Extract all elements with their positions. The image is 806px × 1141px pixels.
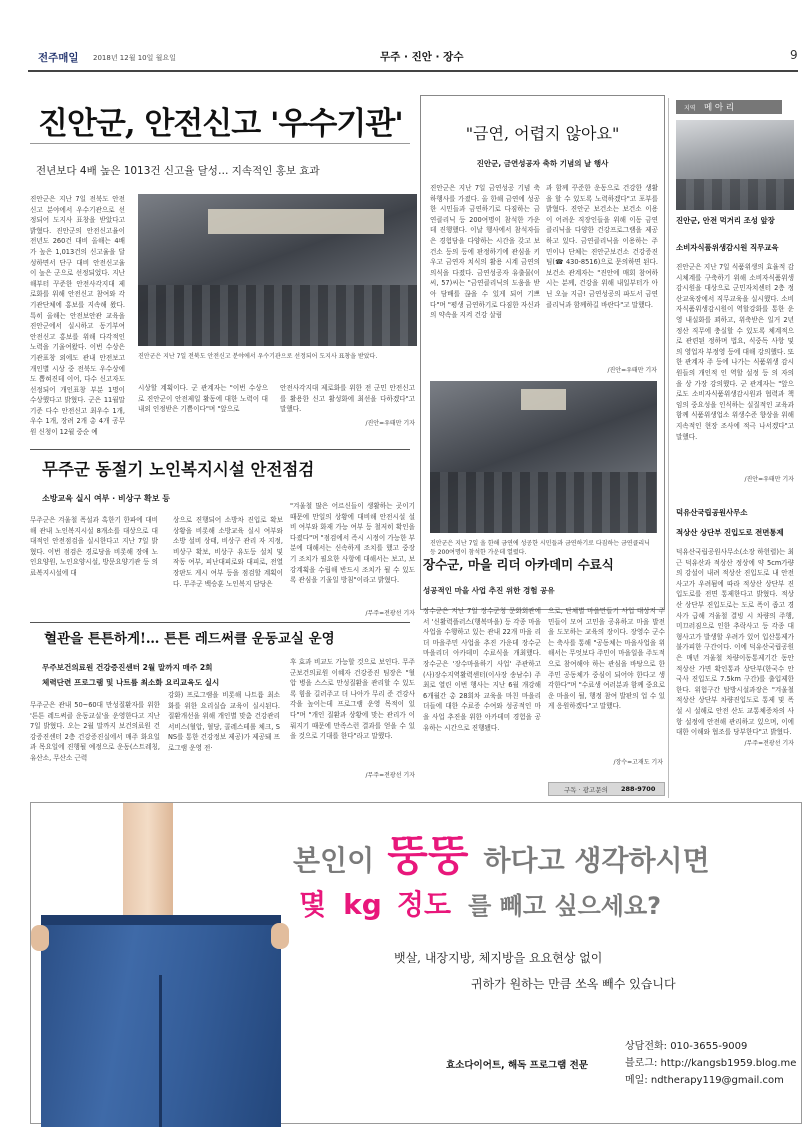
model-figure	[123, 803, 173, 923]
article-body-col3: "겨울철 많은 어르신들이 생활하는 곳이기 때문에 만일의 상황에 대비해 안전시설 설비 여부와 화재 가능 여부 등 철저히 확인을 다졌다"며 "점검에서 즉시 시정이 가능한 부분에 대해서는 신속하게 조치를 했고 중장기 조치가 필요한 사항에 대해서는 보고, 보강계획을 수립해 반드시 조치가 될 수 있도록 관심을 기울일 방침"이라고 밝혔다.	[290, 502, 415, 585]
ad-headline-line2	[299, 883, 661, 923]
photo-caption: 진안군은 지난 7일 올 한해 금연에 성공한 시민들과 금연하기로 다짐하는 금연클리닉 등 200여명이 참석한 가운데 열렸다.	[430, 540, 650, 556]
ad-line1-emphasis: 뚱뚱	[387, 831, 469, 880]
article-photo	[430, 381, 657, 533]
article-headline: "금연, 어렵지 않아요"	[465, 124, 620, 143]
article-headline: 진안군, 안전신고 '우수기관'	[38, 106, 403, 142]
ad-line1-pre: 본인이	[293, 844, 375, 877]
article-byline: /진안=우태만 기자	[607, 367, 657, 374]
article-body-col1: 진안군은 지난 7일 금연성공 기념 축하행사를 가졌다. 올 한해 금연에 성공한 시민들과 금연하기로 다짐하는 금연클리닉 등 200여명이 참석한 가운데 진행했다. 이날 행사에서 참석자들은 경험담을 다양하는 시간을 갖고 보건소 등의 등에 판정하기에 관심을 키우고 금연자 치식의 활용 시계 금연의 의식을 다졌다. 금연성공자 유출물(이씨, 57)씨는 "금연클리닉의 도움을 받아 담배를 끊을 수 있게 되어 기쁘다"며 "평생 금연하기로 다짐한 자신과의 약속을 지켜 건강 살림	[430, 184, 540, 320]
column-tag: 지역	[684, 105, 696, 112]
article-photo	[138, 194, 417, 346]
subscription-label: 구독 · 광고문의	[564, 786, 608, 794]
subscription-box	[548, 782, 665, 796]
headline-rule	[30, 143, 410, 144]
article-body-col1: 진안군은 지난 7일 전북도 안전신고 분야에서 우수기관으로 선정되어 도지사 표창을 받았다고 밝혔다. 진안군의 안전신고율이 전년도 260건 대비 올해는 4배가 높은 1,013건의 신고율을 달성하면서 단구 대비 안전신고율이 높은 군으로 선정되었다. 지난해부터 꾸준한 안전사각지대 제로화를 위해 안전신고 참여와 각 기관단체에 홍보를 지속해 왔다. 특히 올해는 안전보안관 교육을 진안군에서 실시하고 동기부여 안전신고 홍보를 위해 다각적인 노력을 기울여왔다. 이번 수상은 기관표창 외에도 관내 안전보고 개인별 시상 중 전북도 우수상에도 뽑혀진데 이어, 다수 신고자도 선정되어 개인표창 부분 1명이 수상했다고 밝혔다. 군은 11월말 기준 다수 안전신고 최우수 1개, 우수 1개, 장려 2개 총 4개 공무원 신청이 12월 중순 예	[30, 195, 125, 437]
column-name: 메 아 리	[704, 103, 735, 113]
article-subhead: 체력단련 프로그램 및 나트륨 최소화 요리교육도 실시	[42, 678, 220, 687]
ad-contact-email: 메일: ndtherapy119@gmail.com	[625, 1075, 784, 1086]
masthead-rule	[28, 70, 798, 72]
issue-date: 2018년 12월 10일 월요일	[93, 54, 176, 62]
masthead	[28, 46, 798, 68]
ad-contact-phone: 상담전화: 010-3655-9009	[625, 1041, 748, 1052]
article-body-col2: 강화) 프로그램을 비롯해 나트륨 최소화를 위한 요리실습 교육이 실시된다. 질환개선을 위해 개인별 맞춤 건강관리서비스(혈압, 혈당, 콜레스테롤 체크, SNS를 통한 건강정보 제공)가 제공돼 프로그램 운영 전·	[168, 691, 280, 752]
article-body-col3: 안전사각지대 제로화를 위한 전 군민 안전신고를 활용한 신고 활성화에 최선을 다하겠다"고 말했다.	[280, 384, 415, 414]
article-byline: /무주=전광선 기자	[365, 772, 415, 779]
ad-line1-post: 하다고 생각하시면	[483, 844, 710, 877]
ad-line2-b: kg	[343, 888, 382, 921]
article-body-col2: 으로, 단체별 마을만들기 사업 대상지 주민들이 모여 고민을 공유하고 마을 발전을 도모하는 교육의 장이다. 장영수 군수는 축사를 통해 "공동체는 마을사업을 위해서는 무엇보다 주민이 마을일을 주도적으로 참여해야 하는 관심을 바탕으로 한 주민 공동체가 중심이 되어야 한다고 생각한다"며 "수료생 여러분과 함께 중요로운 마을이 될, 행정 참여 발판의 업 수 있게 응원하겠다"고 말했다.	[548, 607, 665, 711]
article-body-col3: 후 효과 비교도 가능할 것으로 보인다. 무주군보건의료원 이혜자 건강증진 팀장은 "혈압 병을 스스로 만성질환을 관리할 수 있도록 힘을 길러주고 더 나아가 무리 준 건강사각을 높이는데 프로그램 운영 목적이 있다"며 "개인 질환과 상황에 맞는 관리가 이뤄지기 때문에 만족스런 결과를 얻을 수 있을 것으로 기대를 한다"라고 말했다.	[290, 658, 415, 741]
jeans-image	[41, 915, 281, 1127]
ad-line2-c: 정도	[396, 888, 452, 921]
ad-subline-1: 뱃살, 내장지방, 체지방을 요요현상 없이	[394, 951, 603, 965]
article-body-col2: 덕유산국립공원사무소(소장 하헌렬)는 최근 덕유산과 적상산 정상에 약 5cm가량의 강설이 내려 적상산 진입도로 내 안전사고가 우려됨에 따라 적상산 상단부 진입도로를 전면 통제한다고 밝혔다. 적상산 상단부 진입도로는 도로 폭이 좁고 경사가 급해 겨울철 결빙 시 차량의 주행, 미끄러짐으로 인한 추락사고 등 각종 대형사고가 발생할 우려가 있어 입산통제가 불가피한 구간이다. 이에 덕유산국립공원은 매년 겨울철 차량이동통제기간 동안 적상산 가면 확인통과 상단부(한국수 안국사 진입도로 7.5km 구간)를 출입제한 한다. 위험구간 탐방시설과장은 "겨울철 적상산 상단부 차량진입도로 통제 및 폭설 시 설해로 안전 산도 교통체증차의 사항 설정에 안전해 관리하고 있으며, 이에 대한 이해와 협조를 당부한다"고 밝혔다.	[676, 548, 794, 737]
article-byline: /장수=고재도 기자	[613, 759, 663, 766]
article-body-col2: 상으로 진행되어 소방차 진입로 확보 상황을 비롯해 소방교육 실시 여부와 소방 설비 상태, 비상구 관리 자 지정, 비상구 확보, 비상구 유도등 설치 및 작동 여부, 피난대피로와 대피로, 전열장판도 게시 여부 등을 점검할 계획이다. 무주군 백승훈 노인복지 담당은	[173, 516, 283, 588]
article-body-col1: 무주군은 겨울철 폭설과 혹한기 한파에 대비해 관내 노인복지시설 8개소를 대상으로 대대적인 안전점검을 실시한다고 지난 7일 밝혔다. 이번 점검은 경로당을 비롯해 장애 노인요양원, 노인요양시설, 방문요양기관 등 의료복지시설에 대	[30, 516, 158, 577]
section-title: 무주 · 진안 · 장수	[380, 51, 464, 63]
article-headline: 덕유산국립공원사무소	[676, 508, 748, 517]
subscription-phone: 288-9700	[621, 785, 656, 793]
article-subhead: 소비자식품위생감시원 직무교육	[676, 243, 779, 252]
article-subhead: 소방교육 실시 여부 · 비상구 확보 등	[42, 494, 170, 503]
ad-line2-post: 를 빼고 싶으세요?	[468, 892, 662, 920]
page-number: 9	[790, 48, 798, 62]
article-subhead: 진안군, 금연성공자 축하 기념의 날 행사	[476, 159, 609, 168]
ad-line2-a: 몇	[299, 888, 327, 921]
column-divider	[668, 98, 669, 798]
article-photo	[676, 120, 794, 210]
article-body-col2: 과 함께 꾸준한 운동으로 건강한 생활을 할 수 있도록 노력하겠다"고 포부를 밝혔다. 진안군 보건소는 보건소 이용이 어려운 직장인들을 위해 이동 금연클리닉을 다양한 건강프로그램을 제공하고 있다. 금연클리닉을 이용하는 주민이나 단체는 진안군보건소 건강증진팀(☎ 430-8516)으로 문의하면 된다. 보건소 관계자는 "진안에 매회 참여하시는 분께, 건강을 위해 내일부터가 아닌 오늘 지금! 금연성공의 파도서 금연클리닉과 함께하길 바란다"고 말했다.	[546, 184, 658, 309]
article-body-col2: 시상할 계획이다. 군 관계자는 "이번 수상으로 진안군이 안전제일 활동에 대한 노력이 대내외 인정받은 기쁨이다"며 "앞으로	[138, 384, 268, 414]
ad-contact-blog: 블로그: http://kangsb1959.blog.me	[625, 1058, 797, 1069]
article-subhead: 적상산 상단부 진입도로 전면통제	[676, 528, 784, 537]
article-body-col1: 장수군은 지난 7일 장수군청 문화회관에서 '신활력플러스(행복마을) 등 각종 마을사업을 수행하고 있는 관내 22개 마을 리더 마을주민 사업을 추진 가운데 장수군 마을리더 아카데미 수료식을 개최했다. 장수군은 '장수마을하기 사업' 주관하고 (사)장수지역활력센터(이사장 송남수) 주최로 열린 이번 행사는 지난 6월 개강해 6개월간 총 28회차 교육을 마친 마을리더들에 대한 수료증 수여와 성공적인 마을 사업 추진을 위한 아카데미 경험을 공유하는 시간으로 진행됐다.	[423, 607, 541, 732]
article-headline: 장수군, 마을 리더 아카데미 수료식	[423, 557, 614, 572]
article-body-col1: 무주군은 관내 50~60대 만성질환자를 위한 '튼튼 레드써클 운동교실'을 운영한다고 지난 7일 밝혔다. 오는 2월 말까지 보건의료원 건강증진센터 2층 건강증진실에서 매주 화요일과 목요일에 진행될 예정으로 운동(스트레칭, 유산소, 무산소 근력	[30, 701, 160, 762]
article-byline: /무주=전광선 기자	[365, 610, 415, 617]
ad-headline-line1	[293, 823, 710, 883]
article-headline: 무주군 동절기 노인복지시설 안전점검	[42, 460, 315, 479]
advertisement	[30, 802, 802, 1124]
ad-brand: 효소다이어트, 해독 프로그램 전문	[446, 1060, 589, 1071]
article-body-col1: 진안군은 지난 7일 식품위생의 효율적 감시체계를 구축하기 위해 소비자식품위생감시원을 대상으로 군민자치센터 2층 정산교육장에서 직무교육을 실시했다. 소비자식품위생감시원이 역할강화를 통한 운영 내실화를 꾀하고, 위축받은 일거 2년 정산 직무에 충실할 수 있도록 체계적으로 관련된 정하며 법요, 식중독 사항 및 의 영업자 부정영 등에 대해 강의했다. 또한 관계자 주 등에 나가는 식품위생 감시원들의 개인적 인 역할 설정 등 의 자의 을 상 가장 강의했다. 군 관계자는 "앞으로도 소비자식품위생감시원과 협력과 책임의 중요성을 인식하는 실질적인 교육과 함께 식품위생업소 위생수준 향상을 위해 지속적인 현장 조사에 적극 나서겠다"고 말했다.	[676, 263, 794, 441]
column-tag-box	[676, 100, 782, 114]
ad-subline-2: 귀하가 원하는 만큼 쏘옥 빼수 있습니다	[471, 977, 676, 991]
photo-caption: 진안군은 지난 7일 전북도 안전신고 분야에서 우수기관으로 선정되어 도지사 표창을 받았다.	[138, 353, 378, 360]
article-headline: 혈관을 튼튼하게!… 튼튼 레드써클 운동교실 운영	[44, 631, 335, 647]
article-byline: /진안=우태만 기자	[365, 420, 415, 427]
hand-left	[31, 925, 49, 951]
paper-name: 전주매일	[38, 52, 79, 64]
hand-right	[271, 923, 289, 949]
section-rule	[30, 622, 410, 623]
article-byline: /무주=전광선 기자	[744, 740, 794, 747]
article-subhead: 무주보건의료원 건강증진센터 2월 말까지 매주 2회	[42, 663, 213, 672]
article-headline: 진안군, 안전 먹거리 조성 앞장	[676, 216, 775, 225]
article-byline: /진안=우태만 기자	[744, 476, 794, 483]
section-rule	[30, 449, 410, 450]
article-subhead: 전년보다 4배 높은 1013건 신고율 달성… 지속적인 홍보 효과	[36, 165, 320, 177]
article-subhead: 성공적인 마을 사업 추진 위한 경험 공유	[423, 586, 555, 595]
